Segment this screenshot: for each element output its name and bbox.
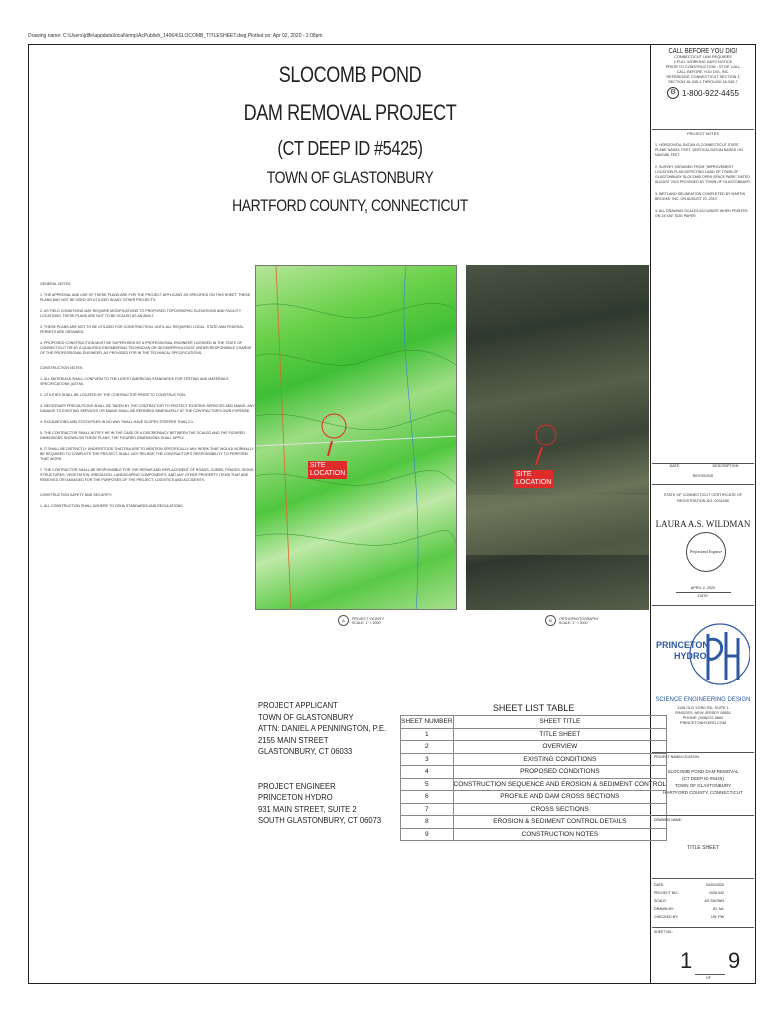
col-sheet-number: SHEET NUMBER xyxy=(401,716,454,729)
ortho-caption-title: ORTHOPHOTOGRAPHY xyxy=(559,616,599,621)
sheet-row-title: TITLE SHEET xyxy=(453,728,667,741)
orthophoto-map xyxy=(466,265,649,610)
meta-key: PROJECT NO.: xyxy=(654,891,680,895)
project-title-line3: (CT DEEP ID #5425) xyxy=(277,138,423,160)
construction-note-3: 3. NECESSARY PRECAUTIONS SHALL BE TAKEN BY THE CONTRACTOR TO PROTECT EXISTING SERVICES AND MAINS. ANY DAMAGE TO EXISTING SERVICES OR MAINS SHALL BE REPAIRED IMMEDIATELY AT THE CONTRACTOR'S OWN EXPENSE. xyxy=(40,404,255,413)
call-heading: CALL BEFORE YOU DIG! xyxy=(668,48,738,55)
sheet-list-title: SHEET LIST TABLE xyxy=(492,702,575,713)
sheet-row-title: EROSION & SEDIMENT CONTROL DETAILS xyxy=(453,816,667,829)
divider xyxy=(652,927,754,928)
project-name-2: TOWN OF GLASTONBURY xyxy=(674,783,732,788)
ortho-markup xyxy=(466,265,649,610)
general-note-3: 3. THESE PLANS ARE NOT TO BE UTILIZED FOR CONSTRUCTION, UNTIL ALL REQUIRED LOCAL, STATE AND FEDERAL PERMITS ARE OBTAINED. xyxy=(40,325,244,334)
vicinity-caption-scale: SCALE: 1" = 2000' xyxy=(352,620,382,625)
meta-row xyxy=(652,881,754,889)
drawing-name-label: DRAWING NAME: xyxy=(654,818,682,822)
sheet-row xyxy=(401,741,667,754)
project-name-block xyxy=(652,768,754,796)
seal-date-label: DATE xyxy=(698,594,708,598)
project-title-line5: HARTFORD COUNTY, CONNECTICUT xyxy=(232,196,468,215)
sheet-row-title: CONSTRUCTION NOTES xyxy=(453,828,667,841)
project-note-3: 3. WETLAND DELINEATION COMPLETED BY MARTIN BROOKE, INC. ON AUGUST 20, 2019. xyxy=(655,192,746,201)
sheet-row-number: 9 xyxy=(401,828,454,841)
sheet-row-title: EXISTING CONDITIONS xyxy=(453,753,667,766)
certificate-line2: REGISTRATION NO. 0031188 xyxy=(677,499,729,503)
sheet-row-title: PROFILE AND DAM CROSS SECTIONS xyxy=(453,791,667,804)
logo-text-2: HYDRO xyxy=(674,651,707,661)
sheet-row xyxy=(401,753,667,766)
revisions-label: REVISIONS xyxy=(692,474,714,478)
shovel-icon: ⚙ xyxy=(667,87,679,99)
engineer-line-3: SOUTH GLASTONBURY, CT 06073 xyxy=(258,815,382,825)
project-title-line2: DAM REMOVAL PROJECT xyxy=(243,100,457,125)
sheet-row-title: OVERVIEW xyxy=(453,741,667,754)
meta-key: DRAWN BY: xyxy=(654,907,675,911)
call-body-2: PRIOR TO CONSTRUCTION - STOP. CALL xyxy=(665,65,741,69)
safety-note-1: 1. ALL CONSTRUCTION SHALL ADHERE TO OSHA STANDARDS AND REGULATIONS. xyxy=(40,504,184,508)
engineer-line-1: PRINCETON HYDRO xyxy=(258,792,333,802)
meta-value: LW, PW xyxy=(711,915,724,919)
sheet-number: 1 xyxy=(680,948,693,973)
meta-value: AS SHOWN xyxy=(704,899,724,903)
construction-note-5: 5. THE CONTRACTOR SHALL NOTIFY HE IN THE CASE OF A DISCREPANCY BETWEEN THE SCALED AND THE FIGURED DIMENSIONS SHOWN ON THESE PLANS. THE FIGURED DIMENSIONS SHALL APPLY. xyxy=(40,431,245,440)
vicinity-letter: A xyxy=(338,615,349,626)
sheet-row-title: CONSTRUCTION SEQUENCE AND EROSION & SEDIMENT CONTROL xyxy=(453,778,667,791)
sheet-of: OF xyxy=(706,976,711,980)
general-note-1: 1. THE APPROVAL AND USE OF THESE PLANS ARE FOR THE PROJECT APPLICANT AS SPECIFIED ON THIS SHEET. THESE PLANS MAY NOT BE USED OR UTILIZED IN ANY OTHER PROJECTS. xyxy=(40,293,251,302)
rev-date-col: DATE xyxy=(669,464,680,468)
sheet-row-number: 2 xyxy=(401,741,454,754)
sheet-row-number: 6 xyxy=(401,791,454,804)
engineer-name: LAURA A.S. WILDMAN xyxy=(655,519,751,529)
meta-key: SCALE: xyxy=(654,899,667,903)
call-body-4: REFERENCE CONNECTICUT SECTION 1 xyxy=(666,75,740,79)
ortho-caption xyxy=(545,615,599,626)
general-note-4: 4. PROPOSED CONSTRUCTION MUST BE SUPERVISED BY A PROFESSIONAL ENGINEER LICENSED IN THE STATE OF CONNECTICUT OR BY A QUALIFIED ENGINEERING TECHNICIAN OR GEOMORPHOLOGIST UNDER RESPONSIBLE CHARGE OF THE PROFESSIONAL ENGINEER, AS PROVIDED FOR IN THE TECHNICAL SPECIFICATIONS. xyxy=(40,341,252,355)
meta-value: 1026.042 xyxy=(709,891,724,895)
project-name-0: SLOCOMB POND DAM REMOVAL xyxy=(667,769,739,774)
project-notes xyxy=(652,132,754,226)
divider xyxy=(652,484,754,485)
meta-value: JD, ML xyxy=(712,907,724,911)
site-label-vicinity: SITE LOCATION xyxy=(310,462,346,477)
call-body-5: SECTION 16-345-1 THROUGH 16-345-7 xyxy=(668,80,738,84)
applicant-line-3: 2155 MAIN STREET xyxy=(258,734,329,745)
applicant-line-1: TOWN OF GLASTONBURY xyxy=(258,711,354,722)
princeton-hydro-logo xyxy=(656,618,750,693)
general-notes xyxy=(40,282,255,515)
divider xyxy=(652,605,754,606)
sheet-row-number: 7 xyxy=(401,803,454,816)
meta-row xyxy=(652,905,754,913)
drawing-path-header: Drawing name: C:\Users\jdlfe\appdata\local\temp\AcPublish_14064\SLOCOMB_TITLESHEET.dwg Plotted on: Apr 02, 2020 - 2:08pm xyxy=(28,33,323,39)
drawing-meta xyxy=(652,881,754,921)
vicinity-caption xyxy=(338,615,384,626)
construction-notes-heading: CONSTRUCTION NOTES: xyxy=(40,366,84,370)
project-name-label: PROJECT NAME/LOCATION: xyxy=(654,755,700,759)
applicant-line-4: GLASTONBURY, CT 06033 xyxy=(258,746,353,756)
col-sheet-title: SHEET TITLE xyxy=(453,716,667,729)
topo-contours xyxy=(256,266,457,610)
sheet-row xyxy=(401,791,667,804)
divider xyxy=(652,878,754,879)
divider xyxy=(652,815,754,816)
applicant-line-2: ATTN: DANIEL A PENNINGTON, P.E. xyxy=(258,723,387,733)
sheet-row-number: 8 xyxy=(401,816,454,829)
general-note-2: 2. AS FIELD CONDITIONS MAY REQUIRE MODIFICATIONS TO PROPOSED TOPOGRAPHIC ELEVATIONS AND FACILITY LOCATIONS, THESE PLANS ARE NOT TO BE SCALED AS AN-BUILT. xyxy=(40,309,242,318)
sheet-row xyxy=(401,816,667,829)
project-note-4: 4. ALL DRAWING SCALES ACCURATE WHEN PRINTED ON 24"x36" SIZE PAPER. xyxy=(655,209,748,218)
applicant-line-0: PROJECT APPLICANT xyxy=(258,700,338,710)
divider xyxy=(652,129,754,130)
seal-date: APRIL 2, 2020 xyxy=(690,586,716,590)
sheet-list-table xyxy=(400,700,667,841)
ortho-caption-scale: SCALE: 1" = 2000' xyxy=(559,620,589,625)
sheet-row xyxy=(401,778,667,791)
project-title-line1: SLOCOMB POND xyxy=(278,62,422,87)
divider xyxy=(652,752,754,753)
divider xyxy=(676,592,731,593)
general-notes-heading: GENERAL NOTES: xyxy=(40,282,72,286)
construction-note-6: 6. IT SHALL BE DISTINCTLY UNDERSTOOD THAT FAILURE TO MENTION SPECIFICALLY ANY WORK THAT WOULD NORMALLY BE REQUIRED TO COMPLETE THE PROJECT, SHALL NOT RELIEVE THE CONTRACTOR'S RESPONSIBILITY TO PERFORM THAT WORK. xyxy=(40,447,254,461)
sheet-row xyxy=(401,766,667,779)
logo-text-1: PRINCETON xyxy=(656,640,709,650)
sheet-row xyxy=(401,728,667,741)
sheet-row-number: 4 xyxy=(401,766,454,779)
construction-note-4: 4. EXCAVATIONS AND STOCKPILES IN NO WAY SHALL HAVE SLOPES STEEPER THAN 2:1. xyxy=(40,420,194,424)
firm-tagline: SCIENCE ENGINEERING DESIGN xyxy=(655,697,751,703)
engineer-seal xyxy=(686,532,726,572)
meta-row xyxy=(652,897,754,905)
meta-row xyxy=(652,889,754,897)
firm-address-1: RINGOES, NEW JERSEY 08551 xyxy=(675,711,731,715)
firm-address-3: PRINCETONHYDRO.COM xyxy=(680,721,726,725)
vicinity-caption-title: PROJECT VICINITY xyxy=(352,616,385,621)
construction-note-1: 1. ALL MATERIALS SHALL CONFORM TO THE LATEST AMERICAN STANDARDS FOR TESTING AND MATERIALS SPECIFICATIONS (ASTM). xyxy=(40,377,229,386)
project-name-3: HARTFORD COUNTY, CONNECTICUT xyxy=(663,790,743,795)
project-note-1: 1. HORIZONTAL DATUM IS CONNECTICUT STATE PLANE NAD83, FEET. VERTICAL DATUM BASED ON NAVD88, FEET. xyxy=(655,143,743,157)
project-notes-heading: PROJECT NOTES xyxy=(687,132,719,136)
project-note-2: 2. SURVEY OBTAINED FROM "IMPROVEMENT LOCATION PLAN DEPICTING LAND OF TOWN OF GLASTONBURY SLOCOMB OPEN SPACE PARK" DATED AUGUST 2019 PROVIDED BY TOWN OF GLASTONBURY. xyxy=(655,165,751,184)
sheet-row-title: CROSS SECTIONS xyxy=(453,803,667,816)
call-before-you-dig-box xyxy=(652,46,754,126)
vicinity-map xyxy=(255,265,457,610)
project-name-1: (CT DEEP ID #5425) xyxy=(682,776,724,781)
site-label-ortho: SITE LOCATION xyxy=(516,471,552,486)
applicant-block xyxy=(258,700,387,827)
sheet-row xyxy=(401,828,667,841)
firm-address-2: PHONE: (908)237-5660 xyxy=(682,716,724,720)
sheet-row-number: 1 xyxy=(401,728,454,741)
call-body-0: CONNECTICUT LAW REQUIRES xyxy=(674,55,732,59)
construction-note-7: 7. THE CONTRACTOR SHALL BE RESPONSIBLE FOR THE REPAIR AND REPLACEMENT OF ROADS, CURBS, FENCES, SIGNS, STRUCTURES, VEGETATION, IRRIGATION, LANDSCAPING COMPONENTS, AND ANY OTHER PROPERTY ITEMS THAT ARE REMOVED OR DAMAGED FOR THE PURPOSES OF THE PROJECT, LOGISTICS AND ACCIDENTS. xyxy=(40,468,255,482)
firm-address xyxy=(652,706,754,726)
meta-value: 04/01/2020 xyxy=(706,883,724,887)
seal-text: Professional Engineer xyxy=(689,550,723,554)
meta-row xyxy=(652,913,754,921)
safety-notes-heading: CONSTRUCTION SAFETY AND SECURITY: xyxy=(40,493,113,497)
engineer-line-0: PROJECT ENGINEER xyxy=(258,780,336,791)
call-body-3: CALL BEFORE YOU DIG, INC. xyxy=(676,70,730,74)
revisions-header xyxy=(652,464,754,468)
sheet-row-title: PROPOSED CONDITIONS xyxy=(453,766,667,779)
sheet-no-label: SHEET NO.: xyxy=(654,930,674,934)
sheet-row-number: 3 xyxy=(401,753,454,766)
call-body-1: 2 FULL WORKING DAYS NOTICE xyxy=(673,60,733,64)
meta-key: CHECKED BY: xyxy=(654,915,679,919)
firm-address-0: 1108 OLD YORK RD, SUITE 1 xyxy=(677,706,729,710)
certificate-line1: STATE OF CONNECTICUT CERTIFICATE OF xyxy=(663,493,743,497)
sheet-row-number: 5 xyxy=(401,778,454,791)
drawing-name: TITLE SHEET xyxy=(687,845,719,851)
meta-key: DATE: xyxy=(654,883,665,887)
project-title-line4: TOWN OF GLASTONBURY xyxy=(266,168,434,187)
sheet-row xyxy=(401,803,667,816)
divider xyxy=(695,974,725,975)
construction-note-2: 2. UTILITIES SHALL BE LOCATED BY THE CONTRACTOR PRIOR TO CONSTRUCTION. xyxy=(40,393,186,397)
rev-desc-col: DESCRIPTION xyxy=(712,464,739,468)
engineer-line-2: 931 MAIN STREET, SUITE 2 xyxy=(258,803,357,814)
call-phone: 1-800-922-4455 xyxy=(682,88,739,98)
ortho-letter: B xyxy=(545,615,556,626)
sheet-total: 9 xyxy=(728,948,741,973)
